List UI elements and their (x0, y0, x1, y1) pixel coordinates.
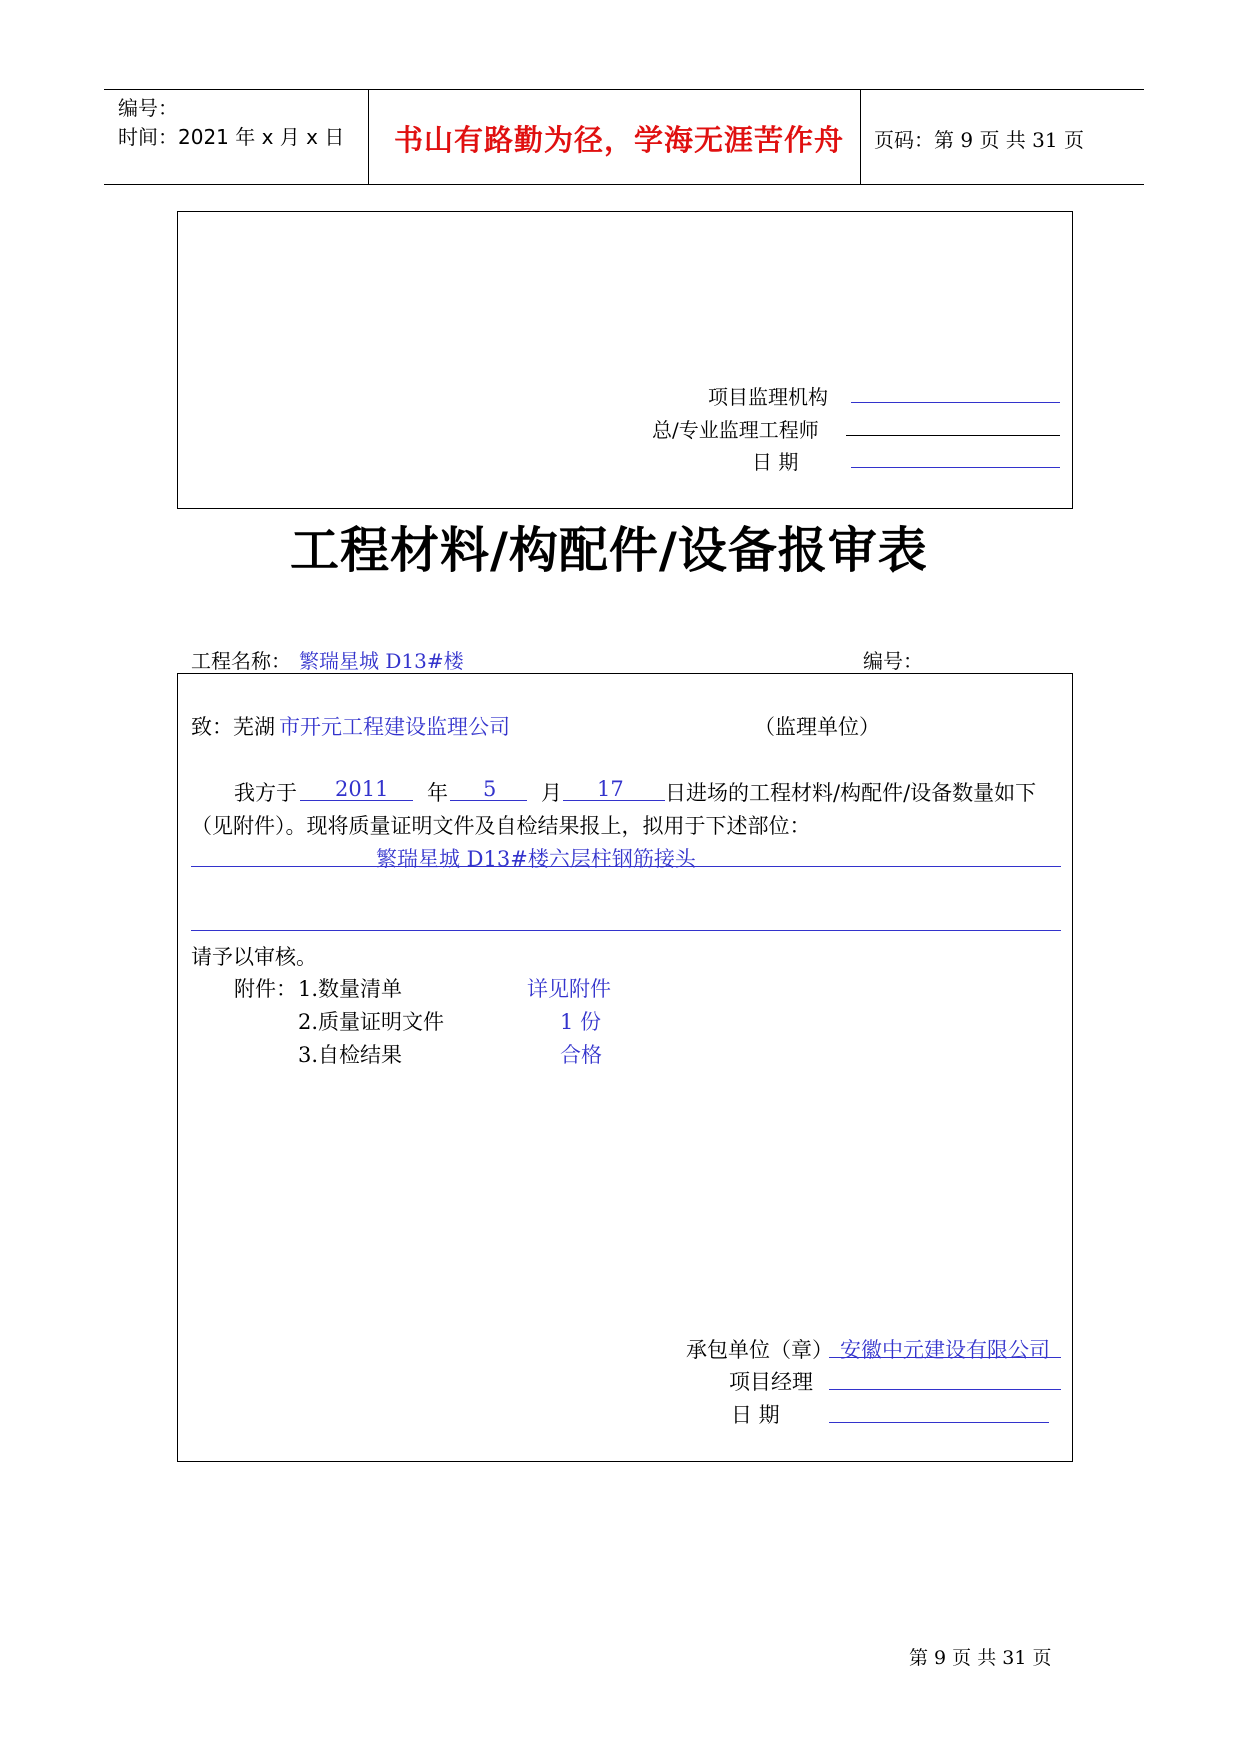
attachment-value: 合格 (560, 1043, 602, 1067)
attachment-value: 详见附件 (527, 977, 611, 1001)
supervision-org-label: 项目监理机构 (708, 385, 828, 409)
footer-page-number: 第 9 页 共 31 页 (909, 1647, 1052, 1669)
supervising-engineer-label: 总/专业监理工程师 (652, 418, 819, 442)
body-suffix: 日进场的工程材料/构配件/设备数量如下 (665, 781, 1037, 805)
contractor-value: 安徽中元建设有限公司 (840, 1338, 1050, 1362)
header-page-code: 页码：第 9 页 共 31 页 (874, 128, 1084, 152)
contractor-date-line (829, 1422, 1049, 1423)
usage-location: 繁瑞星城 D13#楼六层柱钢筋接头 (376, 847, 696, 871)
form-title: 工程材料/构配件/设备报审表 (290, 521, 928, 579)
header-number-label: 编号： (118, 96, 178, 120)
entry-month: 5 (483, 777, 497, 801)
location-line-2 (191, 930, 1061, 931)
header-divider (860, 90, 861, 184)
project-manager-line (829, 1389, 1061, 1390)
attachment-name: 1.数量清单 (298, 977, 403, 1001)
attachments-label: 附件： (234, 977, 297, 1001)
body-line2: （见附件）。现将质量证明文件及自检结果报上，拟用于下述部位： (191, 814, 811, 838)
attachment-name: 2.质量证明文件 (298, 1010, 445, 1034)
month-label: 月 (541, 781, 562, 805)
top-date-label: 日 期 (752, 450, 799, 474)
project-number-label: 编号： (863, 649, 923, 673)
supervision-org-line (851, 402, 1060, 403)
supervisor-approval-box (177, 211, 1073, 509)
attachment-name: 3.自检结果 (298, 1043, 403, 1067)
body-prefix: 我方于 (234, 781, 297, 805)
entry-day: 17 (597, 777, 624, 801)
year-label: 年 (427, 781, 448, 805)
location-line (191, 866, 1061, 867)
supervision-company: 市开元工程建设监理公司 (279, 715, 510, 739)
project-manager-label: 项目经理 (729, 1370, 813, 1394)
review-request: 请予以审核。 (191, 945, 317, 969)
attachment-value: 1 份 (560, 1010, 602, 1034)
project-name-label: 工程名称： (191, 649, 291, 673)
supervising-engineer-line (846, 435, 1060, 436)
to-prefix: 致：芜湖 (191, 715, 275, 739)
header-time-label: 时间：2021 年 x 月 x 日 (118, 125, 345, 149)
contractor-date-label: 日 期 (731, 1403, 780, 1427)
header-divider (368, 90, 369, 184)
header-motto: 书山有路勤为径，学海无涯苦作舟 (394, 123, 845, 157)
entry-year: 2011 (335, 777, 389, 801)
contractor-label: 承包单位（章） (686, 1338, 833, 1362)
project-name-value: 繁瑞星城 D13#楼 (299, 649, 464, 673)
supervision-unit-role: （监理单位） (754, 715, 880, 739)
top-date-line (851, 467, 1060, 468)
